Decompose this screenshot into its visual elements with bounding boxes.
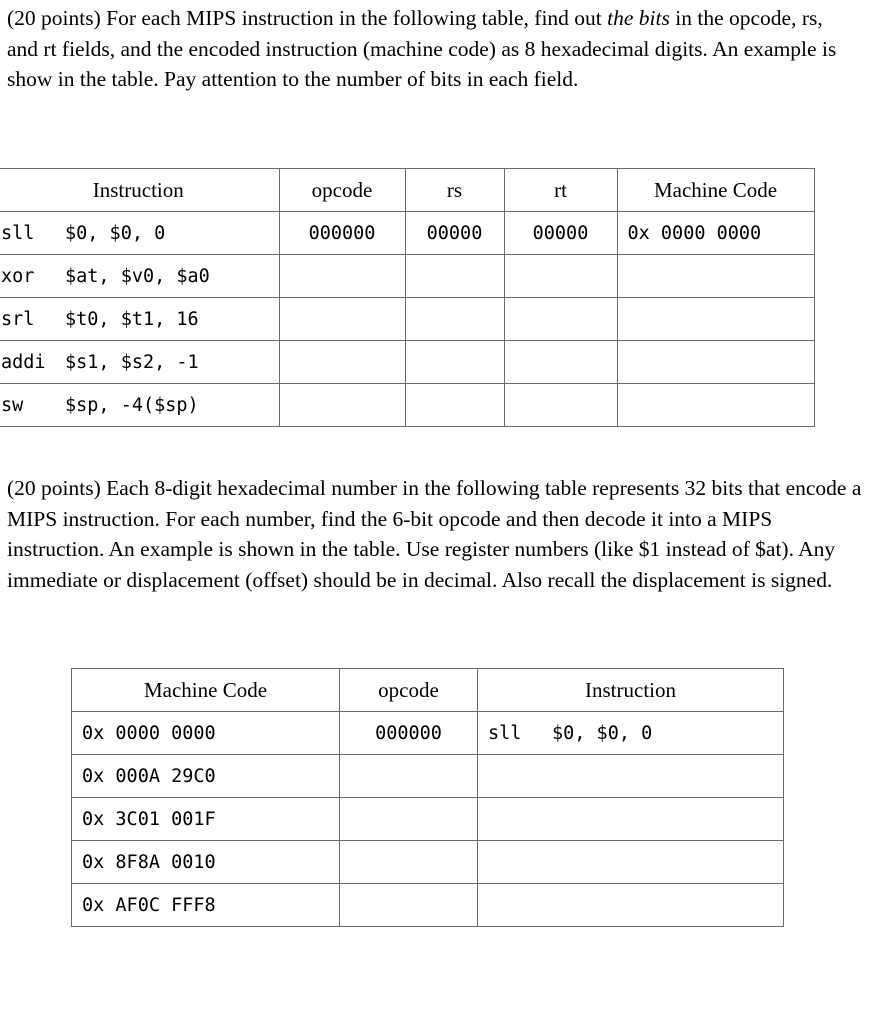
- instruction-cell: [0, 384, 279, 427]
- instruction-args: $at, $v0, $a0: [65, 265, 210, 287]
- header-opcode: opcode: [279, 169, 405, 212]
- machine-code-cell: 0x AF0C FFF8: [72, 884, 340, 927]
- table-row: [72, 712, 784, 755]
- opcode-cell[interactable]: [279, 341, 405, 384]
- opcode-cell[interactable]: [340, 798, 478, 841]
- opcode-cell[interactable]: [340, 884, 478, 927]
- opcode-cell[interactable]: [279, 255, 405, 298]
- rs-cell[interactable]: [405, 341, 504, 384]
- table-row: [72, 884, 784, 927]
- rt-cell[interactable]: [504, 384, 617, 427]
- instruction-op: sll: [488, 722, 522, 744]
- encode-table-header-row: [0, 169, 814, 212]
- rs-cell[interactable]: [405, 255, 504, 298]
- machine-code-cell: 0x 000A 29C0: [72, 755, 340, 798]
- instruction-args: $t0, $t1, 16: [65, 308, 199, 330]
- instruction-cell[interactable]: [478, 712, 784, 755]
- table-row: [72, 755, 784, 798]
- question-1-text: [7, 3, 857, 95]
- machine-code-cell[interactable]: [617, 341, 814, 384]
- rt-cell[interactable]: [504, 298, 617, 341]
- rs-cell[interactable]: 00000: [405, 212, 504, 255]
- opcode-cell[interactable]: [340, 841, 478, 884]
- instruction-cell[interactable]: [478, 884, 784, 927]
- question-1-emphasis: the bits: [607, 6, 670, 30]
- machine-code-cell: 0x 3C01 001F: [72, 798, 340, 841]
- opcode-cell[interactable]: 000000: [279, 212, 405, 255]
- table-row: [0, 384, 814, 427]
- instruction-cell[interactable]: [478, 798, 784, 841]
- instruction-args: $sp, -4($sp): [65, 394, 199, 416]
- instruction-cell: [0, 341, 279, 384]
- instruction-cell[interactable]: [478, 841, 784, 884]
- rs-cell[interactable]: [405, 298, 504, 341]
- rt-cell[interactable]: [504, 255, 617, 298]
- rt-cell[interactable]: [504, 341, 617, 384]
- rt-cell[interactable]: 00000: [504, 212, 617, 255]
- question-1-prefix: (20 points) For each MIPS instruction in the following table, find out: [7, 6, 608, 30]
- instruction-op: srl: [1, 308, 35, 330]
- instruction-args: $s1, $s2, -1: [65, 351, 199, 373]
- table-row: [0, 212, 814, 255]
- opcode-cell[interactable]: 000000: [340, 712, 478, 755]
- instruction-args: $0, $0, 0: [65, 222, 166, 244]
- header-machine-code: Machine Code: [72, 669, 340, 712]
- machine-code-cell: 0x 0000 0000: [72, 712, 340, 755]
- rs-cell[interactable]: [405, 384, 504, 427]
- table-row: [72, 798, 784, 841]
- header-opcode: opcode: [340, 669, 478, 712]
- machine-code-cell[interactable]: 0x 0000 0000: [617, 212, 814, 255]
- opcode-cell[interactable]: [279, 384, 405, 427]
- instruction-args: $0, $0, 0: [552, 722, 653, 744]
- header-instruction: Instruction: [478, 669, 784, 712]
- instruction-cell: [0, 255, 279, 298]
- opcode-cell[interactable]: [279, 298, 405, 341]
- header-rt: rt: [504, 169, 617, 212]
- machine-code-cell[interactable]: [617, 298, 814, 341]
- question-1-suffix: in the opcode, rs, and rt fields, and the encoded instruction (machine code) as 8 hexadecimal digits. An example is show in the table. Pay attention to the number of bits in each field.: [7, 6, 837, 91]
- opcode-cell[interactable]: [340, 755, 478, 798]
- decode-table-header-row: [72, 669, 784, 712]
- table-row: [72, 841, 784, 884]
- header-rs: rs: [405, 169, 504, 212]
- table-row: [0, 255, 814, 298]
- encode-table: [0, 168, 815, 427]
- machine-code-cell: 0x 8F8A 0010: [72, 841, 340, 884]
- instruction-op: addi: [1, 351, 46, 373]
- instruction-op: sw: [1, 394, 24, 416]
- instruction-cell: [0, 212, 279, 255]
- table-row: [0, 341, 814, 384]
- decode-table: [71, 668, 784, 927]
- table-row: [0, 298, 814, 341]
- instruction-cell[interactable]: [478, 755, 784, 798]
- instruction-cell: [0, 298, 279, 341]
- machine-code-cell[interactable]: [617, 255, 814, 298]
- header-machine-code: Machine Code: [617, 169, 814, 212]
- machine-code-cell[interactable]: [617, 384, 814, 427]
- header-instruction: Instruction: [0, 169, 279, 212]
- instruction-op: sll: [1, 222, 35, 244]
- question-2-text: (20 points) Each 8-digit hexadecimal number in the following table represents 32 bits that encode a MIPS instruction. For each number, find the 6-bit opcode and then decode it into a MIPS instruction. An example is shown in the table. Use register numbers (like $1 instead of $at). Any immediate or displacement (offset) should be in decimal. Also recall the displacement is signed.: [7, 476, 862, 592]
- instruction-op: xor: [1, 265, 35, 287]
